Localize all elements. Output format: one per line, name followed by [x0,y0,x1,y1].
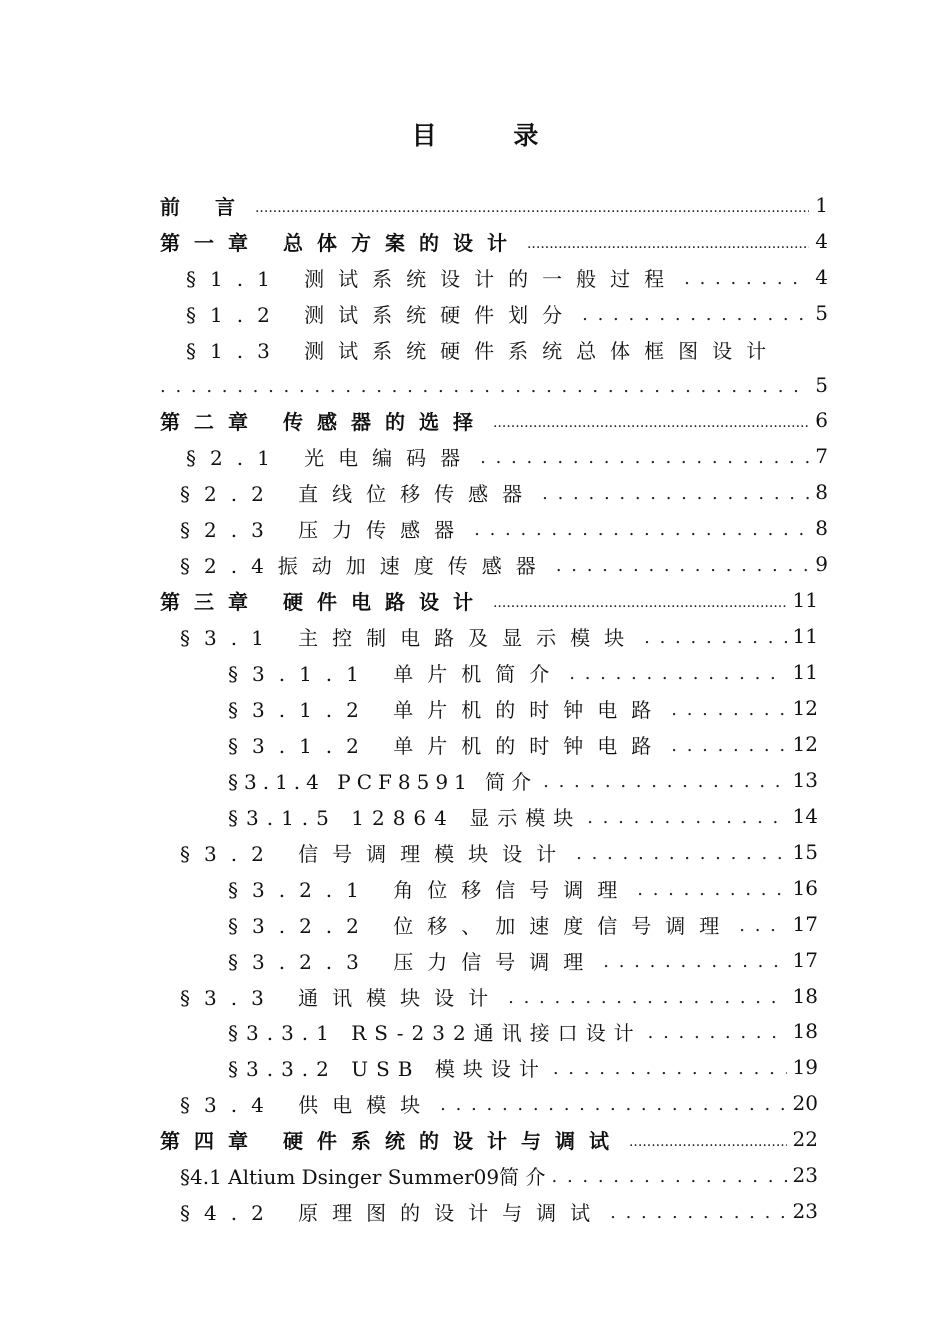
toc-entry-1-2[interactable] [186,298,828,328]
toc-page-number: 14 [792,804,818,828]
dot-leader [644,624,786,648]
toc-entry-label: §3.1.5 12864 显示模块 [228,805,582,830]
dot-leader [629,1127,787,1151]
toc-page-number: 8 [815,480,828,504]
toc-page-number: 15 [792,840,818,864]
toc-page-number: 18 [792,984,818,1008]
page-title: 目 录 [411,121,573,150]
toc-page-number: 11 [792,660,818,684]
toc-entry-label: §1.3 测试系统硬件系统总体框图设计 [186,338,781,363]
toc-entry-label: §3.2.2 位移、加速度信号调理 [228,913,734,938]
toc-entry-3-2-3[interactable] [228,945,818,975]
toc-page-number: 5 [815,373,828,397]
dot-leader [671,732,786,756]
toc-entry-label: 第二章 传感器的选择 [160,409,487,434]
toc-entry-3-1-3[interactable] [228,729,818,759]
toc-page-number: 23 [792,1199,818,1223]
toc-entry-3-1-1[interactable] [228,657,818,687]
toc-entry-label: §3.1.1 单片机简介 [228,661,564,686]
toc-entry-label: §3.3.1 RS-232通讯接口设计 [228,1020,642,1045]
toc-page-number: 7 [815,444,828,468]
dot-leader [255,193,809,217]
toc-page-number: 8 [815,516,828,540]
toc-entry-3-3-1[interactable] [228,1016,818,1046]
dot-leader [160,373,809,397]
toc-entry-1-3[interactable] [186,334,828,364]
toc-entry-label: §2.2 直线位移传感器 [180,481,537,506]
toc-entry-preface[interactable] [160,190,828,220]
toc-entry-3-2-1[interactable] [228,873,818,903]
toc-entry-chapter-3[interactable] [160,585,818,615]
toc-page-number: 17 [792,912,818,936]
toc-page-number: 23 [792,1163,818,1187]
toc-entry-label: 前 言 [160,194,249,219]
dot-leader [527,229,809,253]
toc-page-number: 9 [815,552,828,576]
toc-page-number: 4 [815,265,828,289]
toc-page-number: 17 [792,948,818,972]
toc-entry-2-3[interactable] [180,513,828,543]
toc-entry-3-1-4[interactable] [228,765,818,795]
dot-leader [440,1091,786,1115]
toc-entry-label: §3.2.3 压力信号调理 [228,949,598,974]
toc-entry-label: §3.2.1 角位移信号调理 [228,877,632,902]
toc-page-number: 18 [792,1019,818,1043]
toc-entry-1-1[interactable] [186,262,828,292]
dot-leader [671,696,786,720]
toc-entry-label: §3.4 供电模块 [180,1092,435,1117]
toc-entry-2-2[interactable] [180,477,828,507]
toc-entry-label: §3.1.2 单片机的时钟电路 [228,697,666,722]
toc-page-number: 6 [815,408,828,432]
toc-entry-3-3[interactable] [180,981,818,1011]
toc-entry-label: 第四章 硬件系统的设计与调试 [160,1128,623,1153]
toc-page-number: 13 [792,768,818,792]
dot-leader [542,480,809,504]
toc-entry-label: §2.1 光电编码器 [186,445,475,470]
toc-entry-label: §3.3.2 USB 模块设计 [228,1056,547,1081]
toc-page-number: 20 [792,1091,818,1115]
toc-entry-chapter-2[interactable] [160,405,828,435]
dot-leader [493,408,809,432]
toc-entry-4-2[interactable] [180,1196,818,1226]
toc-entry-label: 第三章 硬件电路设计 [160,589,487,614]
toc-entry-3-2-2[interactable] [228,909,818,939]
toc-entry-3-2[interactable] [180,837,818,867]
toc-entry-label: §3.3 通讯模块设计 [180,985,503,1010]
toc-entry-3-1[interactable] [180,621,818,651]
toc-entry-label: §2.3 压力传感器 [180,517,469,542]
dot-leader [553,1055,787,1079]
toc-entry-label: §4.1 Altium Dsinger Summer09简 介 [180,1164,546,1189]
dot-leader [556,552,809,576]
dot-leader [582,301,809,325]
toc-entry-label: §4.2 原理图的设计与调试 [180,1200,605,1225]
toc-entry-chapter-4[interactable] [160,1124,818,1154]
dot-leader [480,444,809,468]
toc-page-number: 12 [792,732,818,756]
toc-entry-4-1[interactable] [180,1160,818,1190]
toc-entry-2-4[interactable] [180,549,828,579]
dot-leader [508,984,786,1008]
toc-entry-label: §3.1 主控制电路及显示模块 [180,625,639,650]
toc-entry-label: §3.1.4 PCF8591 简介 [228,769,538,794]
dot-leader [603,948,786,972]
dot-leader [684,265,809,289]
toc-entry-label: §2.4振动加速度传感器 [180,553,550,578]
dot-leader [493,588,787,612]
dot-leader [543,768,786,792]
dot-leader [637,876,786,900]
toc-entry-label: §1.1 测试系统设计的一般过程 [186,266,679,291]
dot-leader [610,1199,786,1223]
dot-leader [474,516,809,540]
dot-leader [587,804,786,828]
toc-page-number: 4 [815,229,828,253]
toc-entry-label: 第一章 总体方案的设计 [160,230,521,255]
dot-leader [648,1019,787,1043]
toc-page-number: 11 [792,588,818,612]
toc-entry-chapter-1[interactable] [160,226,828,256]
toc-page-number: 19 [792,1055,818,1079]
toc-page-number: 11 [792,624,818,648]
toc-entry-3-1-2[interactable] [228,693,818,723]
toc-page-number: 22 [792,1127,818,1151]
toc-entry-1-3-continuation [160,370,828,400]
toc-page-number: 16 [792,876,818,900]
toc-entry-3-4[interactable] [180,1088,818,1118]
toc-entry-label: §3.1.2 单片机的时钟电路 [228,733,666,758]
toc-entry-2-1[interactable] [186,441,828,471]
toc-page-number: 1 [815,193,828,217]
toc-entry-3-1-5[interactable] [228,801,818,831]
dot-leader [569,660,786,684]
toc-page-number: 5 [815,301,828,325]
dot-leader [552,1163,787,1187]
toc-entry-3-3-2[interactable] [228,1052,818,1082]
dot-leader [739,912,786,936]
dot-leader [576,840,786,864]
toc-entry-label: §1.2 测试系统硬件划分 [186,302,577,327]
toc-page-number: 12 [792,696,818,720]
toc-entry-label: §3.2 信号调理模块设计 [180,841,571,866]
